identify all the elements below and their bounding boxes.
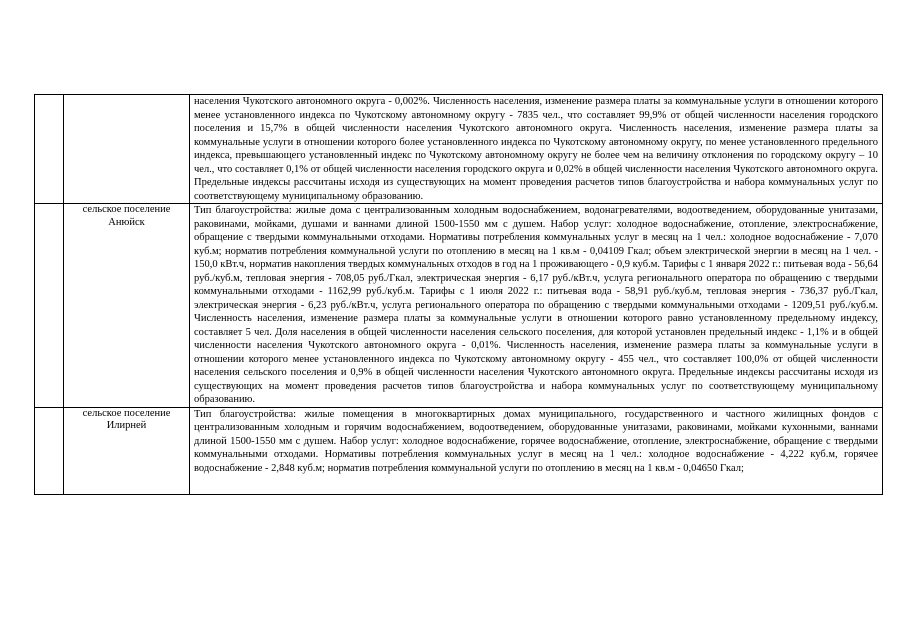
description-cell — [190, 95, 883, 204]
number-cell — [35, 95, 64, 204]
description-cell — [190, 407, 883, 494]
tariff-table — [34, 94, 883, 495]
settlement-cell: сельское поселение Анюйск — [64, 204, 190, 408]
description-text: Тип благоустройства: жилые дома с централизованным холодным водоснабжением, водонагревателями, водоотведением, оборудованные унитазами, раковинами, мойками, душами и ваннами длиной 1500-1550 мм с душем. Набор услуг: холодное водоснабжение, отопление, электроснабжение, обращение с твердыми коммунальными отходами. Нормативы потребления коммунальных услуг в месяц на 1 чел.: холодное водоснабжение - 7,070 куб.м; норматив потребления коммунальной услуги по отоплению в месяц на 1 кв.м - 0,04109 Гкал; объем электрической энергии в месяц на 1 чел. - 150,0 кВт.ч, норматив накопления твердых коммунальных отходов в год на 1 проживающего - 0,9 куб.м. Тарифы с 1 января 2022 г.: питьевая вода - 56,64 руб./куб.м, тепловая энергия - 708,05 руб./Гкал, электрическая энергия - 6,17 руб./кВт.ч, услуга регионального оператора по обращению с твердыми коммунальными отходами - 1162,99 руб./куб.м. Тарифы с 1 июля 2022 г.: питьевая вода - 58,91 руб./куб.м, тепловая энергия - 736,37 руб./Гкал, электрическая энергия - 6,23 руб./кВт.ч, услуга регионального оператора по обращению с твердыми коммунальными отходами - 1209,51 руб./куб.м. Численность населения, изменение размера платы за коммунальные услуги в отношении которого равно установленному предельному индексу, составляет 5 чел. Доля населения в общей численности населения сельского поселения, для которой установлен предельный индекс - 1,1% и в общей численности населения Чукотского автономного округа - 0,01%. Численность населения, изменение размера платы за коммунальные услуги в отношении которого менее установленного индекса по Чукотскому автономному округу - 455 чел., что составляет 100,0% от общей численности населения сельского поселения и 0,9% в общей численности населения Чукотского автономного округа. Предельные индексы рассчитаны исходя из существующих на момент проведения расчетов типов благоустройства и набора коммунальных услуг по соответствующему муниципальному образованию. — [194, 205, 878, 405]
settlement-cell: сельское поселение Илирней — [64, 407, 190, 494]
table-row — [35, 95, 883, 204]
number-cell — [35, 204, 64, 408]
description-text: Тип благоустройства: жилые помещения в многоквартирных домах муниципального, государственного и частного жилищных фондов с централизованным холодным и горячим водоснабжением, водоотведением, оборудованные унитазами, раковинами, мойками кухонными, ваннами длиной 1500-1550 мм с душем. Набор услуг: холодное водоснабжение, горячее водоснабжение, отопление, электроснабжение, обращение с твердыми коммунальными отходами. Нормативы потребления коммунальных услуг в месяц на 1 чел.: холодное водоснабжение - 4,222 куб.м, горячее водоснабжение - 2,848 куб.м; норматив потребления коммунальной услуги по отоплению в месяц на 1 кв.м - 0,04650 Гкал; — [194, 408, 878, 474]
settlement-cell — [64, 95, 190, 204]
number-cell — [35, 407, 64, 494]
table-row — [35, 407, 883, 494]
description-cell — [190, 204, 883, 408]
description-text: населения Чукотского автономного округа - 0,002%. Численность населения, изменение размера платы за коммунальные услуги в отношении которого менее установленного индекса по Чукотскому автономному округу - 7835 чел., что составляет 99,9% от общей численности населения городского поселения и 15,7% в общей численности населения Чукотского автономного округа. Численность населения, изменение размера платы за коммунальные услуги в отношении которого более установленного индекса по Чукотскому автономному округу, по менее установленного предельного индекса, превышающего установленный индекс по Чукотскому автономному округу не более чем на величину отклонения по городскому округу – 10 чел., что составляет 0,1% от общей численности населения городского округа и 0,02% в общей численности населения Чукотского автономного округа. Предельные индексы рассчитаны исходя из существующих на момент проведения расчетов типов благоустройства и набора коммунальных услуг по соответствующему муниципальному образованию. — [194, 96, 878, 202]
table-row — [35, 204, 883, 408]
